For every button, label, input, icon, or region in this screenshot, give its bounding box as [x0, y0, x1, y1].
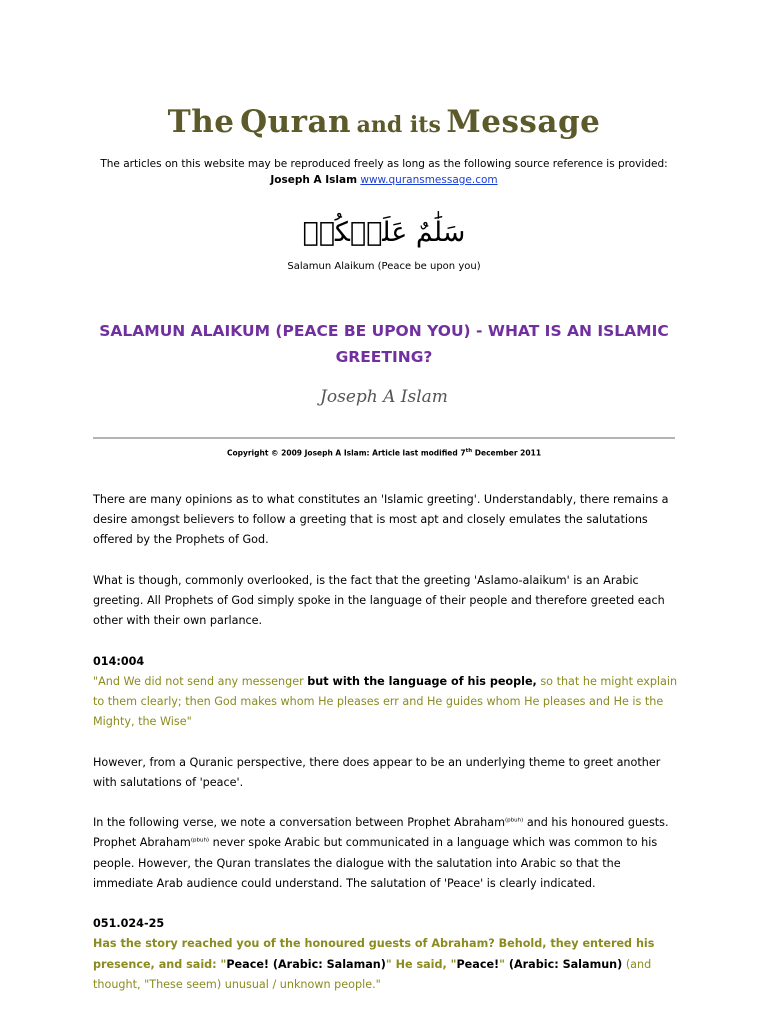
source-reference: [0, 172, 768, 188]
verse2-part6: (Arabic: Salamun): [508, 957, 623, 971]
verse2-part1: Has the story reached you of the honoured guests of Abraham? Behold, they entered his presence, and said: ": [93, 937, 655, 971]
paragraph-4-b: and his honoured guests. Prophet Abraham: [93, 816, 669, 850]
verse1-part1: "And We did not send any messenger: [93, 674, 308, 688]
masthead-the: The: [167, 104, 235, 140]
masthead-and-its: and its: [356, 112, 441, 138]
paragraph-4-c: never spoke Arabic but communicated in a language which was common to his people. However, the Quran translates the dialogue with the salutation into Arabic so that the immediate Arab audience could understand. The salutation of 'Peace' is clearly indicated.: [93, 836, 658, 890]
pbuh-note-2: (pbuh): [190, 837, 210, 844]
masthead-quran: Quran: [240, 104, 352, 140]
verse2-part3: " He said, ": [385, 957, 457, 971]
article-title: SALAMUN ALAIKUM (PEACE BE UPON YOU) - WHAT IS AN ISLAMIC GREETING?: [99, 322, 669, 366]
reproduction-notice: [0, 156, 768, 188]
paragraph-2: What is though, commonly overlooked, is the fact that the greeting 'Aslamo-alaikum' is an Arabic greeting. All Prophets of God simply spoke in the language of their people and therefore greeted each other with their own parlance.: [93, 573, 665, 628]
verse-quote-1: [93, 672, 683, 733]
article-body: [93, 490, 683, 1015]
author-signature: Joseph A Islam: [320, 387, 448, 407]
verse2-part2: Peace! (Arabic: Salaman): [226, 957, 386, 971]
paragraph-4: [93, 813, 683, 894]
paragraph-3: However, from a Quranic perspective, there does appear to be an underlying theme to greet another with salutations of 'peace'.: [93, 755, 661, 789]
arabic-greeting: سَلَٰمٌ عَلَيۡكُمۡ: [302, 217, 466, 248]
copyright-text: Copyright © 2009 Joseph A Islam: Article last modified 7: [226, 448, 466, 458]
divider: [93, 437, 675, 439]
copyright-ordinal: th: [465, 448, 473, 454]
notice-author: Joseph A Islam: [270, 174, 358, 186]
paragraph-4-a: In the following verse, we note a conversation between Prophet Abraham: [93, 816, 506, 830]
verse-quote-2: [93, 934, 683, 995]
website-link[interactable]: www.quransmessage.com: [360, 174, 498, 186]
verse-reference-1: 014:004: [93, 654, 145, 668]
verse1-emphasis: but with the language of his people,: [307, 674, 537, 688]
verse1-part3: so that he might explain to them clearly; then God makes whom He pleases err and He guides whom He pleases and He is the Mighty, the Wise": [93, 674, 678, 729]
verse2-part4: Peace!: [456, 957, 500, 971]
paragraph-1: There are many opinions as to what constitutes an 'Islamic greeting'. Understandably, there remains a desire amongst believers to follow a greeting that is most apt and closely emulates the salutations offered by the Prophets of God.: [93, 493, 669, 547]
verse-reference-2: 051.024-25: [93, 917, 165, 931]
masthead-message: Message: [446, 104, 601, 140]
verse2-part7: (and thought, "These seem) unusual / unknown people.": [93, 957, 652, 991]
verse2-part5: ": [499, 957, 509, 971]
copyright-date: December 2011: [472, 448, 542, 458]
site-masthead: [0, 100, 768, 149]
copyright-line: [0, 444, 768, 461]
pbuh-note-1: (pbuh): [505, 817, 524, 824]
greeting-caption: Salamun Alaikum (Peace be upon you): [287, 261, 481, 272]
notice-text: The articles on this website may be reproduced freely as long as the following source reference is provided:: [100, 158, 668, 170]
